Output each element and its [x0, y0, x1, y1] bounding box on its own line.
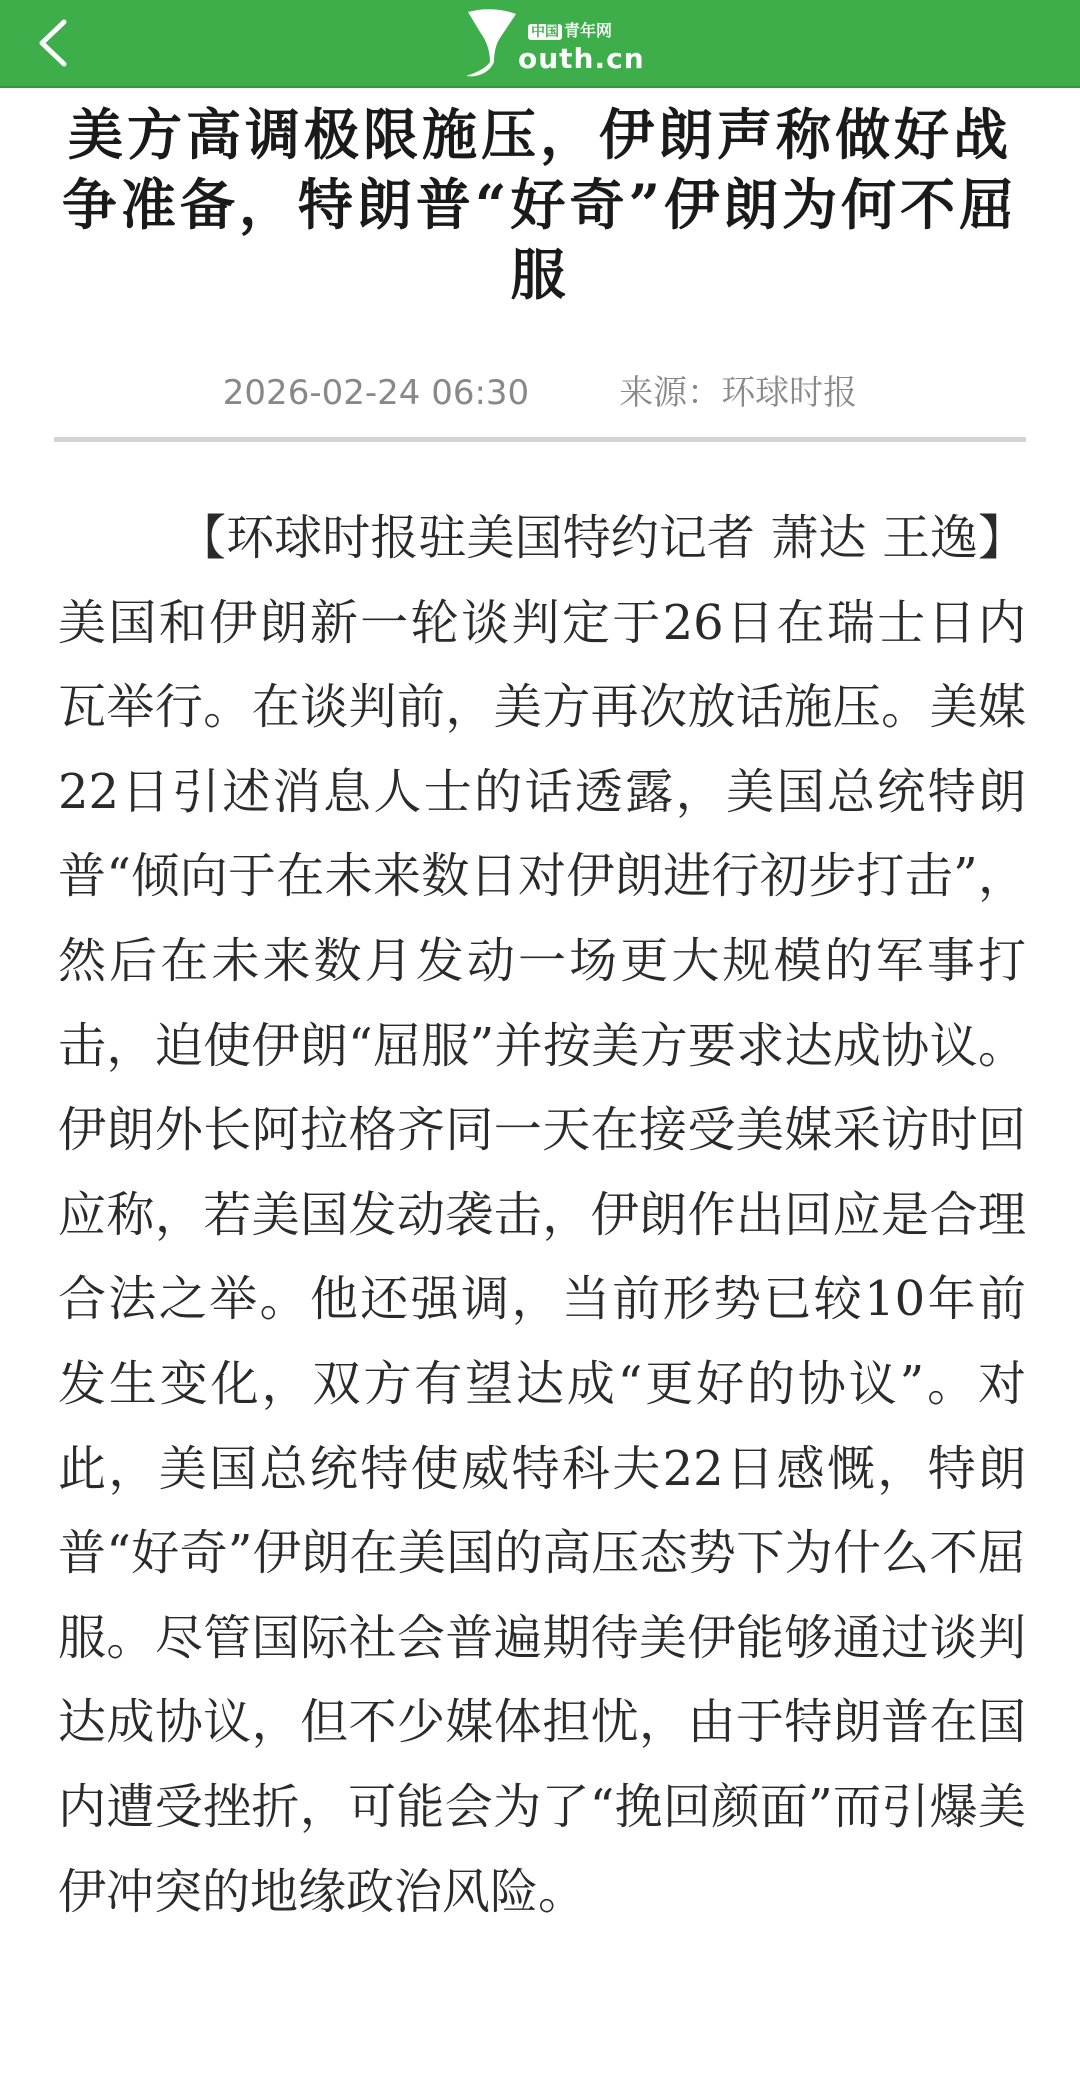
chevron-left-icon — [28, 12, 88, 74]
article-title: 美方高调极限施压，伊朗声称做好战争准备，特朗普“好奇”伊朗为何不屈服 — [61, 102, 1019, 307]
divider — [54, 437, 1026, 442]
back-button[interactable] — [28, 12, 88, 74]
logo-en-text: outh.cn — [518, 42, 645, 75]
top-nav-bar — [0, 0, 1080, 88]
source-label: 来源： — [619, 373, 722, 413]
source-name: 环球时报 — [721, 373, 858, 413]
article-meta — [0, 365, 1080, 414]
publish-date: 2026-02-24 06:30 — [222, 373, 530, 413]
article-body: 【环球时报驻美国特约记者 萧达 王逸】美国和伊朗新一轮谈判定于26日在瑞士日内瓦举行。在谈判前，美方再次放话施压。美媒22日引述消息人士的话透露，美国总统特朗普“倾向于在未来数日对伊朗进行初步打击”，然后在未来数月发动一场更大规模的军事打击，迫使伊朗“屈服”并按美方要求达成协议。伊朗外长阿拉格齐同一天在接受美媒采访时回应称，若美国发动袭击，伊朗作出回应是合理合法之举。他还强调，当前形势已较10年前发生变化，双方有望达成“更好的协议”。对此，美国总统特使威特科夫22日感慨，特朗普“好奇”伊朗在美国的高压态势下为什么不屈服。尽管国际社会普遍期待美伊能够通过谈判达成协议，但不少媒体担忧，由于特朗普在国内遭受挫折，可能会为了“挽回颜面”而引爆美伊冲突的地缘政治风险。 — [58, 510, 1026, 1920]
logo-cn-label: 青年网 — [564, 21, 613, 40]
site-logo[interactable] — [460, 6, 650, 82]
logo-cn-text — [528, 18, 612, 41]
logo-badge: 中国 — [528, 24, 562, 40]
